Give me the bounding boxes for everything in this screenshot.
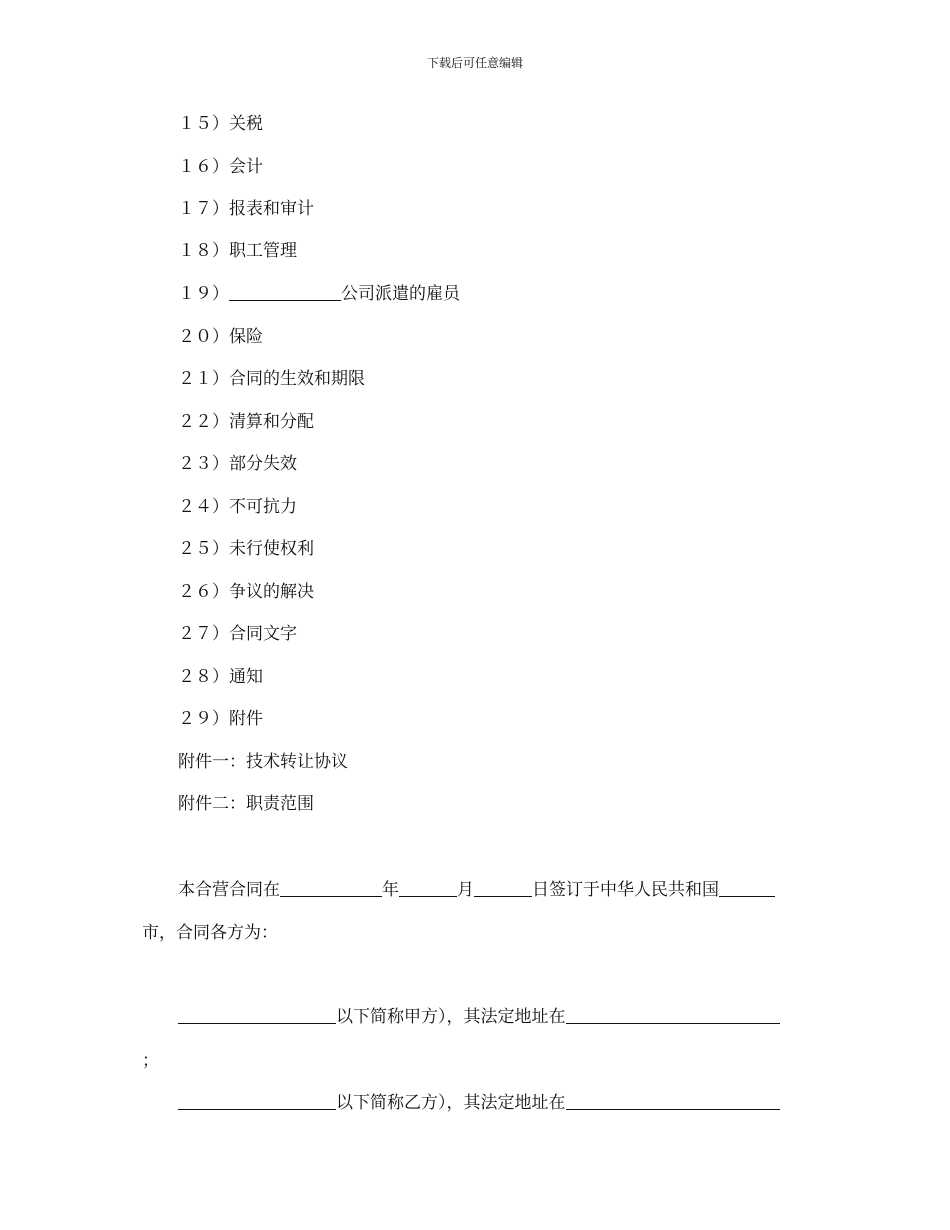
blank-field	[178, 1006, 336, 1024]
toc-item: ２１）合同的生效和期限	[178, 369, 365, 389]
toc-item: ２４）不可抗力	[178, 497, 297, 517]
toc-item: １８）职工管理	[178, 241, 297, 261]
page-header: 下载后可任意编辑	[426, 56, 523, 70]
toc-item: １６）会计	[178, 157, 263, 177]
blank-field	[566, 1006, 780, 1024]
toc-item: ２３）部分失效	[178, 454, 297, 474]
signing-text: 月	[457, 880, 474, 900]
signing-line-2: 市，合同各方为：	[142, 923, 278, 943]
toc-item: ２２）清算和分配	[178, 412, 314, 432]
blank-field	[280, 879, 382, 897]
toc-item: １７）报表和审计	[178, 199, 314, 219]
signing-text: 日签订于中华人民共和国	[532, 880, 719, 900]
party-a-end: ；	[142, 1051, 159, 1071]
blank-field	[399, 879, 457, 897]
party-a-line	[178, 1006, 780, 1028]
signing-text: 年	[382, 880, 399, 900]
signing-line-1	[178, 879, 775, 901]
party-b-line	[178, 1092, 780, 1114]
appendix-item: 附件一：技术转让协议	[178, 752, 348, 772]
blank-field	[229, 283, 341, 301]
toc-item: ２８）通知	[178, 667, 263, 687]
blank-field	[474, 879, 532, 897]
toc-item: １５）关税	[178, 114, 263, 134]
toc-item: ２７）合同文字	[178, 624, 297, 644]
appendix-item: 附件二：职责范围	[178, 794, 314, 814]
toc-item: ２５）未行使权利	[178, 539, 314, 559]
party-a-text: 以下简称甲方），其法定地址在	[336, 1007, 566, 1027]
toc-item-19-number: １９）	[178, 284, 229, 304]
toc-item-19-label: 公司派遣的雇员	[341, 284, 460, 304]
blank-field	[566, 1092, 780, 1110]
toc-item: ２０）保险	[178, 327, 263, 347]
toc-item: ２６）争议的解决	[178, 582, 314, 602]
toc-item: ２９）附件	[178, 709, 263, 729]
blank-field	[719, 879, 775, 897]
party-b-text: 以下简称乙方），其法定地址在	[336, 1093, 566, 1113]
signing-text: 本合营合同在	[178, 880, 280, 900]
blank-field	[178, 1092, 336, 1110]
toc-item-19	[178, 283, 460, 305]
